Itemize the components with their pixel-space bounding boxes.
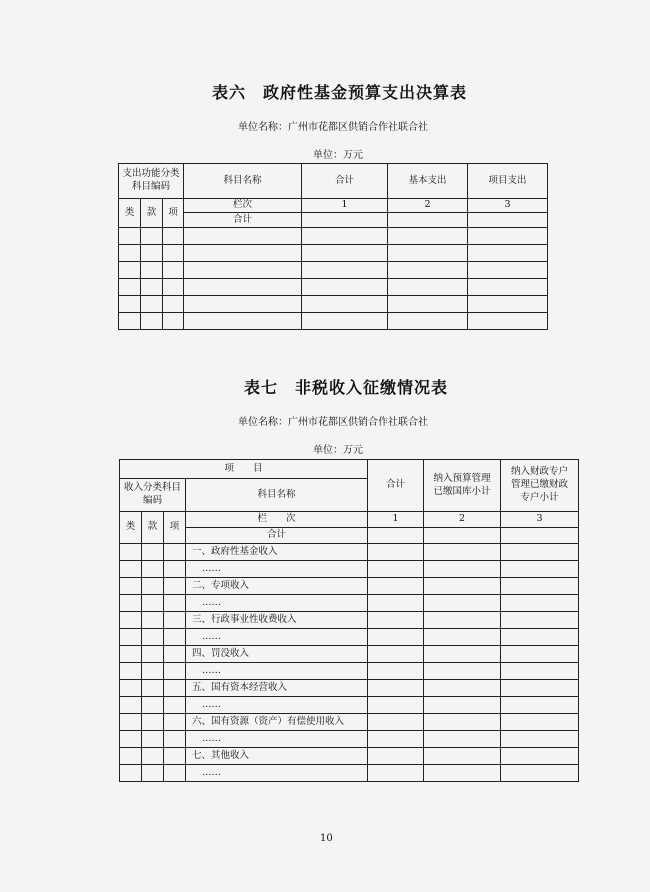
table-cell: [501, 629, 579, 646]
table-row: [119, 245, 548, 262]
t6-kuan-header: 款: [141, 199, 163, 228]
table-cell: [501, 578, 579, 595]
t7-col1: 1: [368, 512, 424, 528]
table-cell: [424, 646, 501, 663]
t6-func-code-header: 支出功能分类科目编码: [119, 164, 184, 199]
table-cell: [501, 646, 579, 663]
table-cell: [142, 714, 164, 731]
table-cell: [184, 313, 302, 330]
table-cell: [163, 245, 184, 262]
table-cell: [501, 714, 579, 731]
table-cell: [142, 680, 164, 697]
table-cell: [368, 612, 424, 629]
table7-title: 表七 非税收入征缴情况表: [244, 378, 449, 397]
table-cell: [142, 748, 164, 765]
table-cell: [302, 245, 388, 262]
table-row: [120, 731, 579, 748]
table-row: [119, 228, 548, 245]
table-cell: [368, 731, 424, 748]
table-cell: [119, 296, 141, 313]
table-cell: [424, 765, 501, 782]
t7-col3: 3: [501, 512, 579, 528]
t6-empty-rows: [119, 228, 548, 330]
t6-heji-label: 合计: [184, 213, 302, 228]
table-cell: [468, 296, 548, 313]
table-cell: [184, 245, 302, 262]
table-row: [120, 748, 579, 765]
table-cell: [368, 629, 424, 646]
t7-income-rows: [120, 544, 579, 782]
table-cell: [424, 629, 501, 646]
table-cell: [368, 680, 424, 697]
table-cell: [368, 697, 424, 714]
table-cell: [120, 612, 142, 629]
table-cell: [141, 279, 163, 296]
table-row: [119, 313, 548, 330]
row-subject-label: 二、专项收入: [186, 578, 368, 595]
row-subject-label: 三、行政事业性收费收入: [186, 612, 368, 629]
table6-unit-name: 单位名称：广州市花都区供销合作社联合社: [238, 122, 428, 133]
table-row: [120, 544, 579, 561]
table-cell: [468, 228, 548, 245]
row-subject-label: ……: [186, 561, 368, 578]
t6-lei-header: 类: [119, 199, 141, 228]
t7-subject-name-header: 科目名称: [186, 479, 368, 512]
table-cell: [163, 296, 184, 313]
table-cell: [368, 663, 424, 680]
table-cell: [302, 262, 388, 279]
row-subject-label: 四、罚没收入: [186, 646, 368, 663]
t6-subject-name-header: 科目名称: [184, 164, 302, 199]
t6-xiang-header: 项: [163, 199, 184, 228]
table-cell: [501, 612, 579, 629]
table-cell: [424, 697, 501, 714]
table-cell: [119, 228, 141, 245]
t6-col3: 3: [468, 199, 548, 213]
table-cell: [120, 629, 142, 646]
row-subject-label: ……: [186, 629, 368, 646]
table-cell: [424, 663, 501, 680]
table-cell: [141, 245, 163, 262]
table-cell: [184, 296, 302, 313]
table-cell: [184, 228, 302, 245]
table-cell: [424, 561, 501, 578]
table-cell: [119, 245, 141, 262]
table-cell: [142, 595, 164, 612]
table7: [119, 459, 579, 782]
t6-basic-header: 基本支出: [388, 164, 468, 199]
table-row: [120, 646, 579, 663]
table-cell: [424, 680, 501, 697]
table-cell: [501, 680, 579, 697]
table-cell: [388, 279, 468, 296]
table-cell: [368, 595, 424, 612]
table-cell: [368, 748, 424, 765]
table-cell: [184, 262, 302, 279]
table-cell: [388, 313, 468, 330]
table-cell: [142, 612, 164, 629]
table-cell: [164, 765, 186, 782]
table-row: [120, 765, 579, 782]
table-cell: [468, 313, 548, 330]
table-cell: [119, 313, 141, 330]
table-cell: [141, 228, 163, 245]
table-cell: [302, 296, 388, 313]
table-cell: [120, 748, 142, 765]
table-cell: [164, 731, 186, 748]
row-subject-label: ……: [186, 765, 368, 782]
table-cell: [120, 561, 142, 578]
table-cell: [302, 228, 388, 245]
table-cell: [119, 279, 141, 296]
table-cell: [164, 680, 186, 697]
t7-income-code-header: 收入分类科目编码: [120, 479, 186, 512]
table-cell: [302, 313, 388, 330]
t7-col2: 2: [424, 512, 501, 528]
table-cell: [142, 646, 164, 663]
table-row: [120, 663, 579, 680]
table-cell: [163, 228, 184, 245]
table-cell: [424, 595, 501, 612]
table-cell: [368, 646, 424, 663]
table-cell: [501, 561, 579, 578]
table-cell: [184, 279, 302, 296]
table-cell: [163, 262, 184, 279]
table6-title: 表六 政府性基金预算支出决算表: [212, 83, 468, 102]
row-subject-label: ……: [186, 731, 368, 748]
table-cell: [120, 765, 142, 782]
t7-fiscal-header: 纳入财政专户管理已缴财政专户小计: [501, 460, 579, 512]
table-row: [120, 680, 579, 697]
table-cell: [164, 612, 186, 629]
table-cell: [424, 612, 501, 629]
t7-item-header: 项 目: [120, 460, 368, 479]
table-cell: [120, 595, 142, 612]
row-subject-label: 五、国有资本经营收入: [186, 680, 368, 697]
table-cell: [142, 765, 164, 782]
table-cell: [368, 765, 424, 782]
t7-budget-header: 纳入预算管理已缴国库小计: [424, 460, 501, 512]
table-cell: [142, 697, 164, 714]
table-cell: [120, 697, 142, 714]
t6-col1: 1: [302, 199, 388, 213]
t6-project-header: 项目支出: [468, 164, 548, 199]
table-cell: [120, 578, 142, 595]
table-cell: [120, 646, 142, 663]
table-cell: [120, 731, 142, 748]
table-cell: [164, 629, 186, 646]
table-row: [120, 578, 579, 595]
t7-kuan-header: 款: [142, 512, 164, 544]
table7-unit-name: 单位名称：广州市花都区供销合作社联合社: [238, 417, 428, 428]
table-cell: [142, 731, 164, 748]
table-cell: [141, 313, 163, 330]
table-cell: [164, 714, 186, 731]
t6-col2: 2: [388, 199, 468, 213]
table-cell: [164, 663, 186, 680]
t7-lei-header: 类: [120, 512, 142, 544]
table-cell: [120, 663, 142, 680]
table-cell: [501, 765, 579, 782]
table-cell: [388, 245, 468, 262]
table-cell: [164, 595, 186, 612]
table-row: [119, 262, 548, 279]
table-cell: [141, 296, 163, 313]
table-cell: [120, 544, 142, 561]
row-subject-label: ……: [186, 595, 368, 612]
table-cell: [142, 663, 164, 680]
table-row: [120, 714, 579, 731]
table-cell: [164, 578, 186, 595]
table-cell: [501, 697, 579, 714]
table-cell: [164, 561, 186, 578]
table7-unit: 单位：万元: [313, 445, 363, 456]
table-cell: [164, 544, 186, 561]
table-cell: [368, 544, 424, 561]
table-cell: [163, 313, 184, 330]
t7-lanci-label: 栏 次: [186, 512, 368, 528]
row-subject-label: 一、政府性基金收入: [186, 544, 368, 561]
table-cell: [142, 561, 164, 578]
page-number: 10: [320, 833, 333, 844]
table-cell: [468, 279, 548, 296]
table-cell: [142, 544, 164, 561]
table-row: [119, 279, 548, 296]
table-row: [119, 296, 548, 313]
table-cell: [424, 714, 501, 731]
table-cell: [164, 646, 186, 663]
table-cell: [424, 578, 501, 595]
table-cell: [120, 714, 142, 731]
table-cell: [424, 544, 501, 561]
t6-lanci-label: 栏次: [184, 199, 302, 213]
table-row: [120, 561, 579, 578]
table-cell: [501, 595, 579, 612]
table-cell: [468, 262, 548, 279]
table-cell: [142, 629, 164, 646]
table-row: [120, 629, 579, 646]
table-cell: [424, 731, 501, 748]
t6-total-header: 合计: [302, 164, 388, 199]
t7-total-header: 合计: [368, 460, 424, 512]
table-row: [120, 612, 579, 629]
row-subject-label: ……: [186, 697, 368, 714]
table-cell: [368, 578, 424, 595]
table-cell: [501, 544, 579, 561]
table-cell: [388, 262, 468, 279]
table-cell: [501, 731, 579, 748]
row-subject-label: 七、其他收入: [186, 748, 368, 765]
t7-xiang-header: 项: [164, 512, 186, 544]
table-cell: [164, 697, 186, 714]
table-cell: [119, 262, 141, 279]
row-subject-label: ……: [186, 663, 368, 680]
table-cell: [388, 296, 468, 313]
table-cell: [302, 279, 388, 296]
table-row: [120, 697, 579, 714]
table-cell: [501, 748, 579, 765]
t7-heji-label: 合计: [186, 528, 368, 544]
table-cell: [468, 245, 548, 262]
table-cell: [368, 714, 424, 731]
table-cell: [120, 680, 142, 697]
table-cell: [142, 578, 164, 595]
table-cell: [424, 748, 501, 765]
table-cell: [501, 663, 579, 680]
table-cell: [163, 279, 184, 296]
table-cell: [368, 561, 424, 578]
table-row: [120, 595, 579, 612]
table6: [118, 163, 548, 330]
table6-unit: 单位：万元: [313, 150, 363, 161]
row-subject-label: 六、国有资源（资产）有偿使用收入: [186, 714, 368, 731]
table-cell: [388, 228, 468, 245]
table-cell: [141, 262, 163, 279]
table-cell: [164, 748, 186, 765]
